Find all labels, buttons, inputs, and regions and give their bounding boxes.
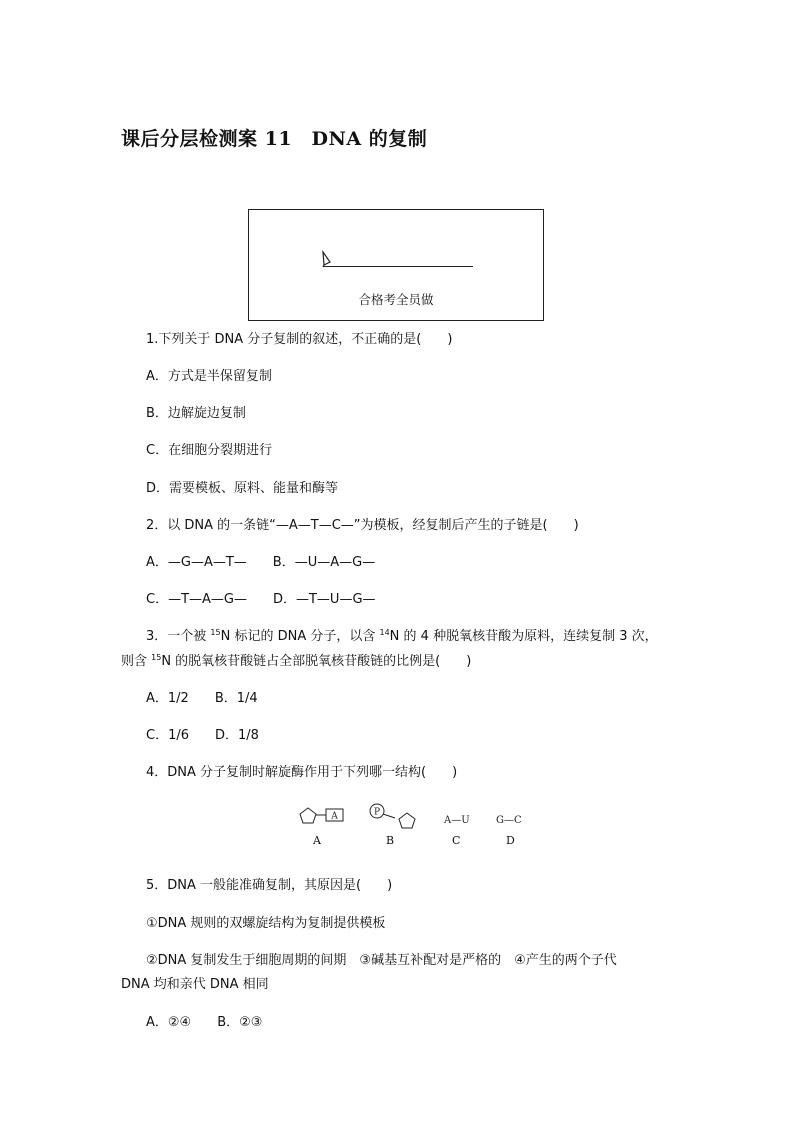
caption-b: B [386,834,395,847]
q4-stem: 4．DNA 分子复制时解旋酶作用于下列哪一结构( ) [146,765,458,780]
q5-options-ab: A．②④ B．②③ [146,1015,263,1030]
caption-d: D [506,834,515,847]
badge-underline [323,266,473,267]
q3-options-ab: A．1/2 B．1/4 [146,691,258,706]
section-badge [248,209,544,321]
pair-d: G—C [496,815,522,826]
q2-stem: 2．以 DNA 的一条链“—A—T—C—”为模板，经复制后产生的子链是( ) [146,518,579,533]
badge-label: 合格考全员做 [358,292,434,307]
pair-c: A—U [444,815,470,826]
q4-structures [295,800,535,832]
caption-c: C [452,834,461,847]
q3-options-cd: C．1/6 D．1/8 [146,728,259,743]
q1-stem: 1.下列关于 DNA 分子复制的叙述，不正确的是( ) [146,332,453,347]
q5-statement-2-cont: DNA 均和亲代 DNA 相同 [121,977,269,992]
q4-figure [295,800,535,852]
q1-option-c: C．在细胞分裂期进行 [146,443,273,458]
q1-option-a: A．方式是半保留复制 [146,369,272,384]
q5-stem: 5．DNA 一般能准确复制，其原因是( ) [146,878,393,893]
pentagon-a [300,808,316,823]
q5-statement-2: ②DNA 复制发生于细胞周期的间期 ③碱基互补配对是严格的 ④产生的两个子代 [146,953,617,968]
q1-option-d: D．需要模板、原料、能量和酶等 [146,481,339,496]
q3-stem-line1: 3．一个被 $^{15}$N 标记的 DNA 分子，以含 $^{14}$N 的 4 种脱氧核苷酸为原料，连续复制 3 次， [146,628,658,644]
q5-statement-1: ①DNA 规则的双螺旋结构为复制提供模板 [146,916,386,931]
pentagon-b [399,813,415,828]
caption-a: A [313,834,321,847]
q2-options-ab: A．—G—A—T— B．—U—A—G— [146,555,376,570]
svg-text:P: P [373,807,381,818]
page-title: 课后分层检测案 11 DNA 的复制 [121,128,428,150]
q2-options-cd: C．—T—A—G— D．—T—U—G— [146,592,376,607]
q3-stem-line2: 则含 $^{15}$N 的脱氧核苷酸链占全部脱氧核苷酸链的比例是( ) [121,653,472,669]
q1-option-b: B．边解旋边复制 [146,406,246,421]
svg-text:A: A [331,811,338,822]
